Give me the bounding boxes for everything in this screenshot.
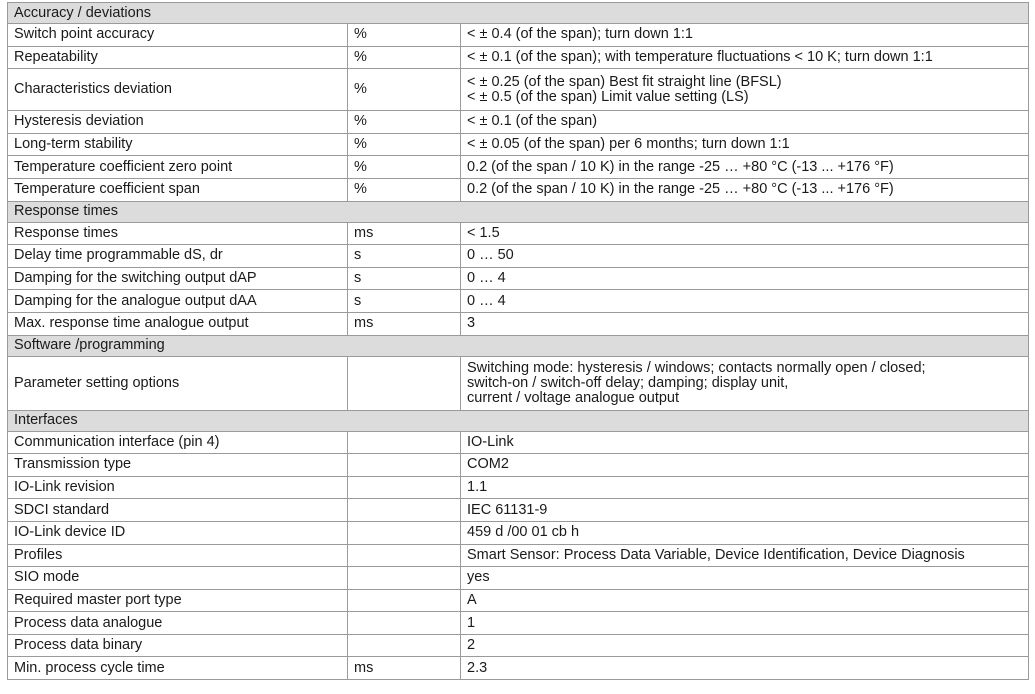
parameter-unit (348, 454, 461, 477)
parameter-unit: % (348, 46, 461, 69)
parameter-value (461, 612, 1029, 635)
value-line: 2 (467, 637, 476, 654)
parameter-name: Characteristics deviation (8, 69, 348, 111)
parameter-value (461, 46, 1029, 69)
table-row (8, 612, 1029, 635)
parameter-unit: % (348, 133, 461, 156)
parameter-value (461, 133, 1029, 156)
value-line: 0 … 4 (467, 292, 506, 309)
parameter-value (461, 69, 1029, 111)
parameter-unit: % (348, 111, 461, 134)
parameter-value (461, 111, 1029, 134)
parameter-name: Temperature coefficient span (8, 178, 348, 201)
value-line: < ± 0.5 (of the span) Limit value setting (LS) (467, 88, 749, 105)
parameter-unit (348, 356, 461, 410)
value-line: Switching mode: hysteresis / windows; contacts normally open / closed; (467, 359, 926, 376)
parameter-name: Communication interface (pin 4) (8, 431, 348, 454)
parameter-value (461, 657, 1029, 680)
parameter-unit (348, 634, 461, 657)
table-row (8, 454, 1029, 477)
parameter-name: Parameter setting options (8, 356, 348, 410)
parameter-unit: % (348, 156, 461, 179)
table-row (8, 111, 1029, 134)
value-line: 459 d /00 01 cb h (467, 524, 580, 541)
parameter-value (461, 222, 1029, 245)
table-row (8, 431, 1029, 454)
parameter-name: SDCI standard (8, 499, 348, 522)
parameter-name: Process data binary (8, 634, 348, 657)
value-line: A (467, 591, 477, 608)
parameter-unit: s (348, 267, 461, 290)
parameter-value (461, 544, 1029, 567)
value-line: 2.3 (467, 659, 488, 676)
parameter-unit: % (348, 178, 461, 201)
value-line: switch-on / switch-off delay; damping; display unit, (467, 374, 789, 391)
value-line: < ± 0.1 (of the span) (467, 113, 598, 130)
section-header (8, 335, 1029, 356)
table-row (8, 46, 1029, 69)
parameter-name: Repeatability (8, 46, 348, 69)
parameter-name: Temperature coefficient zero point (8, 156, 348, 179)
parameter-unit: ms (348, 222, 461, 245)
parameter-name: Min. process cycle time (8, 657, 348, 680)
table-row (8, 133, 1029, 156)
parameter-value (461, 356, 1029, 410)
parameter-unit: s (348, 290, 461, 313)
parameter-unit: s (348, 245, 461, 268)
value-line: 3 (467, 315, 476, 332)
section-title: Response times (8, 201, 1029, 222)
section-header (8, 3, 1029, 24)
value-line: 0.2 (of the span / 10 K) in the range -25 … +80 °C (-13 ... +176 °F) (467, 158, 894, 175)
section-title: Accuracy / deviations (8, 3, 1029, 24)
table-row (8, 634, 1029, 657)
value-line: 1 (467, 614, 476, 631)
parameter-name: Long-term stability (8, 133, 348, 156)
table-row (8, 521, 1029, 544)
table-row (8, 476, 1029, 499)
parameter-value (461, 267, 1029, 290)
parameter-name: Transmission type (8, 454, 348, 477)
table-row (8, 544, 1029, 567)
parameter-name: Delay time programmable dS, dr (8, 245, 348, 268)
value-line: < ± 0.25 (of the span) Best fit straight line (BFSL) (467, 73, 782, 90)
table-row (8, 156, 1029, 179)
parameter-value (461, 634, 1029, 657)
parameter-unit (348, 567, 461, 590)
table-row (8, 657, 1029, 680)
table-row (8, 312, 1029, 335)
value-line: < ± 0.05 (of the span) per 6 months; turn down 1:1 (467, 136, 790, 153)
parameter-unit (348, 476, 461, 499)
value-line: 0 … 50 (467, 247, 514, 264)
table-row (8, 222, 1029, 245)
parameter-value (461, 290, 1029, 313)
spec-table-body (8, 3, 1029, 680)
parameter-value (461, 589, 1029, 612)
parameter-name: Max. response time analogue output (8, 312, 348, 335)
parameter-value (461, 156, 1029, 179)
parameter-value (461, 454, 1029, 477)
value-line: 0 … 4 (467, 270, 506, 287)
parameter-name: Profiles (8, 544, 348, 567)
parameter-value (461, 245, 1029, 268)
table-row (8, 567, 1029, 590)
parameter-name: Switch point accuracy (8, 24, 348, 47)
value-line: COM2 (467, 456, 509, 473)
parameter-value (461, 24, 1029, 47)
parameter-unit (348, 431, 461, 454)
parameter-unit: % (348, 24, 461, 47)
table-row (8, 499, 1029, 522)
section-header (8, 201, 1029, 222)
table-row (8, 290, 1029, 313)
value-line: 0.2 (of the span / 10 K) in the range -25 … +80 °C (-13 ... +176 °F) (467, 181, 894, 198)
value-line: < ± 0.4 (of the span); turn down 1:1 (467, 26, 693, 43)
parameter-name: Process data analogue (8, 612, 348, 635)
value-line: 1.1 (467, 479, 488, 496)
parameter-name: IO-Link device ID (8, 521, 348, 544)
parameter-value (461, 567, 1029, 590)
parameter-name: Damping for the analogue output dAA (8, 290, 348, 313)
parameter-name: Required master port type (8, 589, 348, 612)
table-row (8, 178, 1029, 201)
parameter-name: Damping for the switching output dAP (8, 267, 348, 290)
table-row (8, 356, 1029, 410)
parameter-unit (348, 589, 461, 612)
table-row (8, 24, 1029, 47)
parameter-value (461, 499, 1029, 522)
parameter-name: Response times (8, 222, 348, 245)
parameter-unit (348, 612, 461, 635)
parameter-unit: ms (348, 312, 461, 335)
parameter-name: SIO mode (8, 567, 348, 590)
parameter-value (461, 431, 1029, 454)
value-line: < ± 0.1 (of the span); with temperature fluctuations < 10 K; turn down 1:1 (467, 48, 933, 65)
table-row (8, 245, 1029, 268)
value-line: IEC 61131-9 (467, 501, 548, 518)
table-row (8, 69, 1029, 111)
value-line: yes (467, 569, 490, 586)
parameter-unit (348, 499, 461, 522)
parameter-unit: % (348, 69, 461, 111)
parameter-value (461, 521, 1029, 544)
value-line: current / voltage analogue output (467, 389, 680, 406)
section-title: Software /programming (8, 335, 1029, 356)
parameter-name: Hysteresis deviation (8, 111, 348, 134)
parameter-value (461, 178, 1029, 201)
table-row (8, 267, 1029, 290)
parameter-name: IO-Link revision (8, 476, 348, 499)
value-line: IO-Link (467, 433, 514, 450)
parameter-unit (348, 521, 461, 544)
section-title: Interfaces (8, 410, 1029, 431)
value-line: < 1.5 (467, 224, 500, 241)
parameter-value (461, 476, 1029, 499)
spec-table (7, 2, 1029, 680)
value-line: Smart Sensor: Process Data Variable, Device Identification, Device Diagnosis (467, 546, 965, 563)
section-header (8, 410, 1029, 431)
parameter-unit (348, 544, 461, 567)
parameter-unit: ms (348, 657, 461, 680)
parameter-value (461, 312, 1029, 335)
table-row (8, 589, 1029, 612)
